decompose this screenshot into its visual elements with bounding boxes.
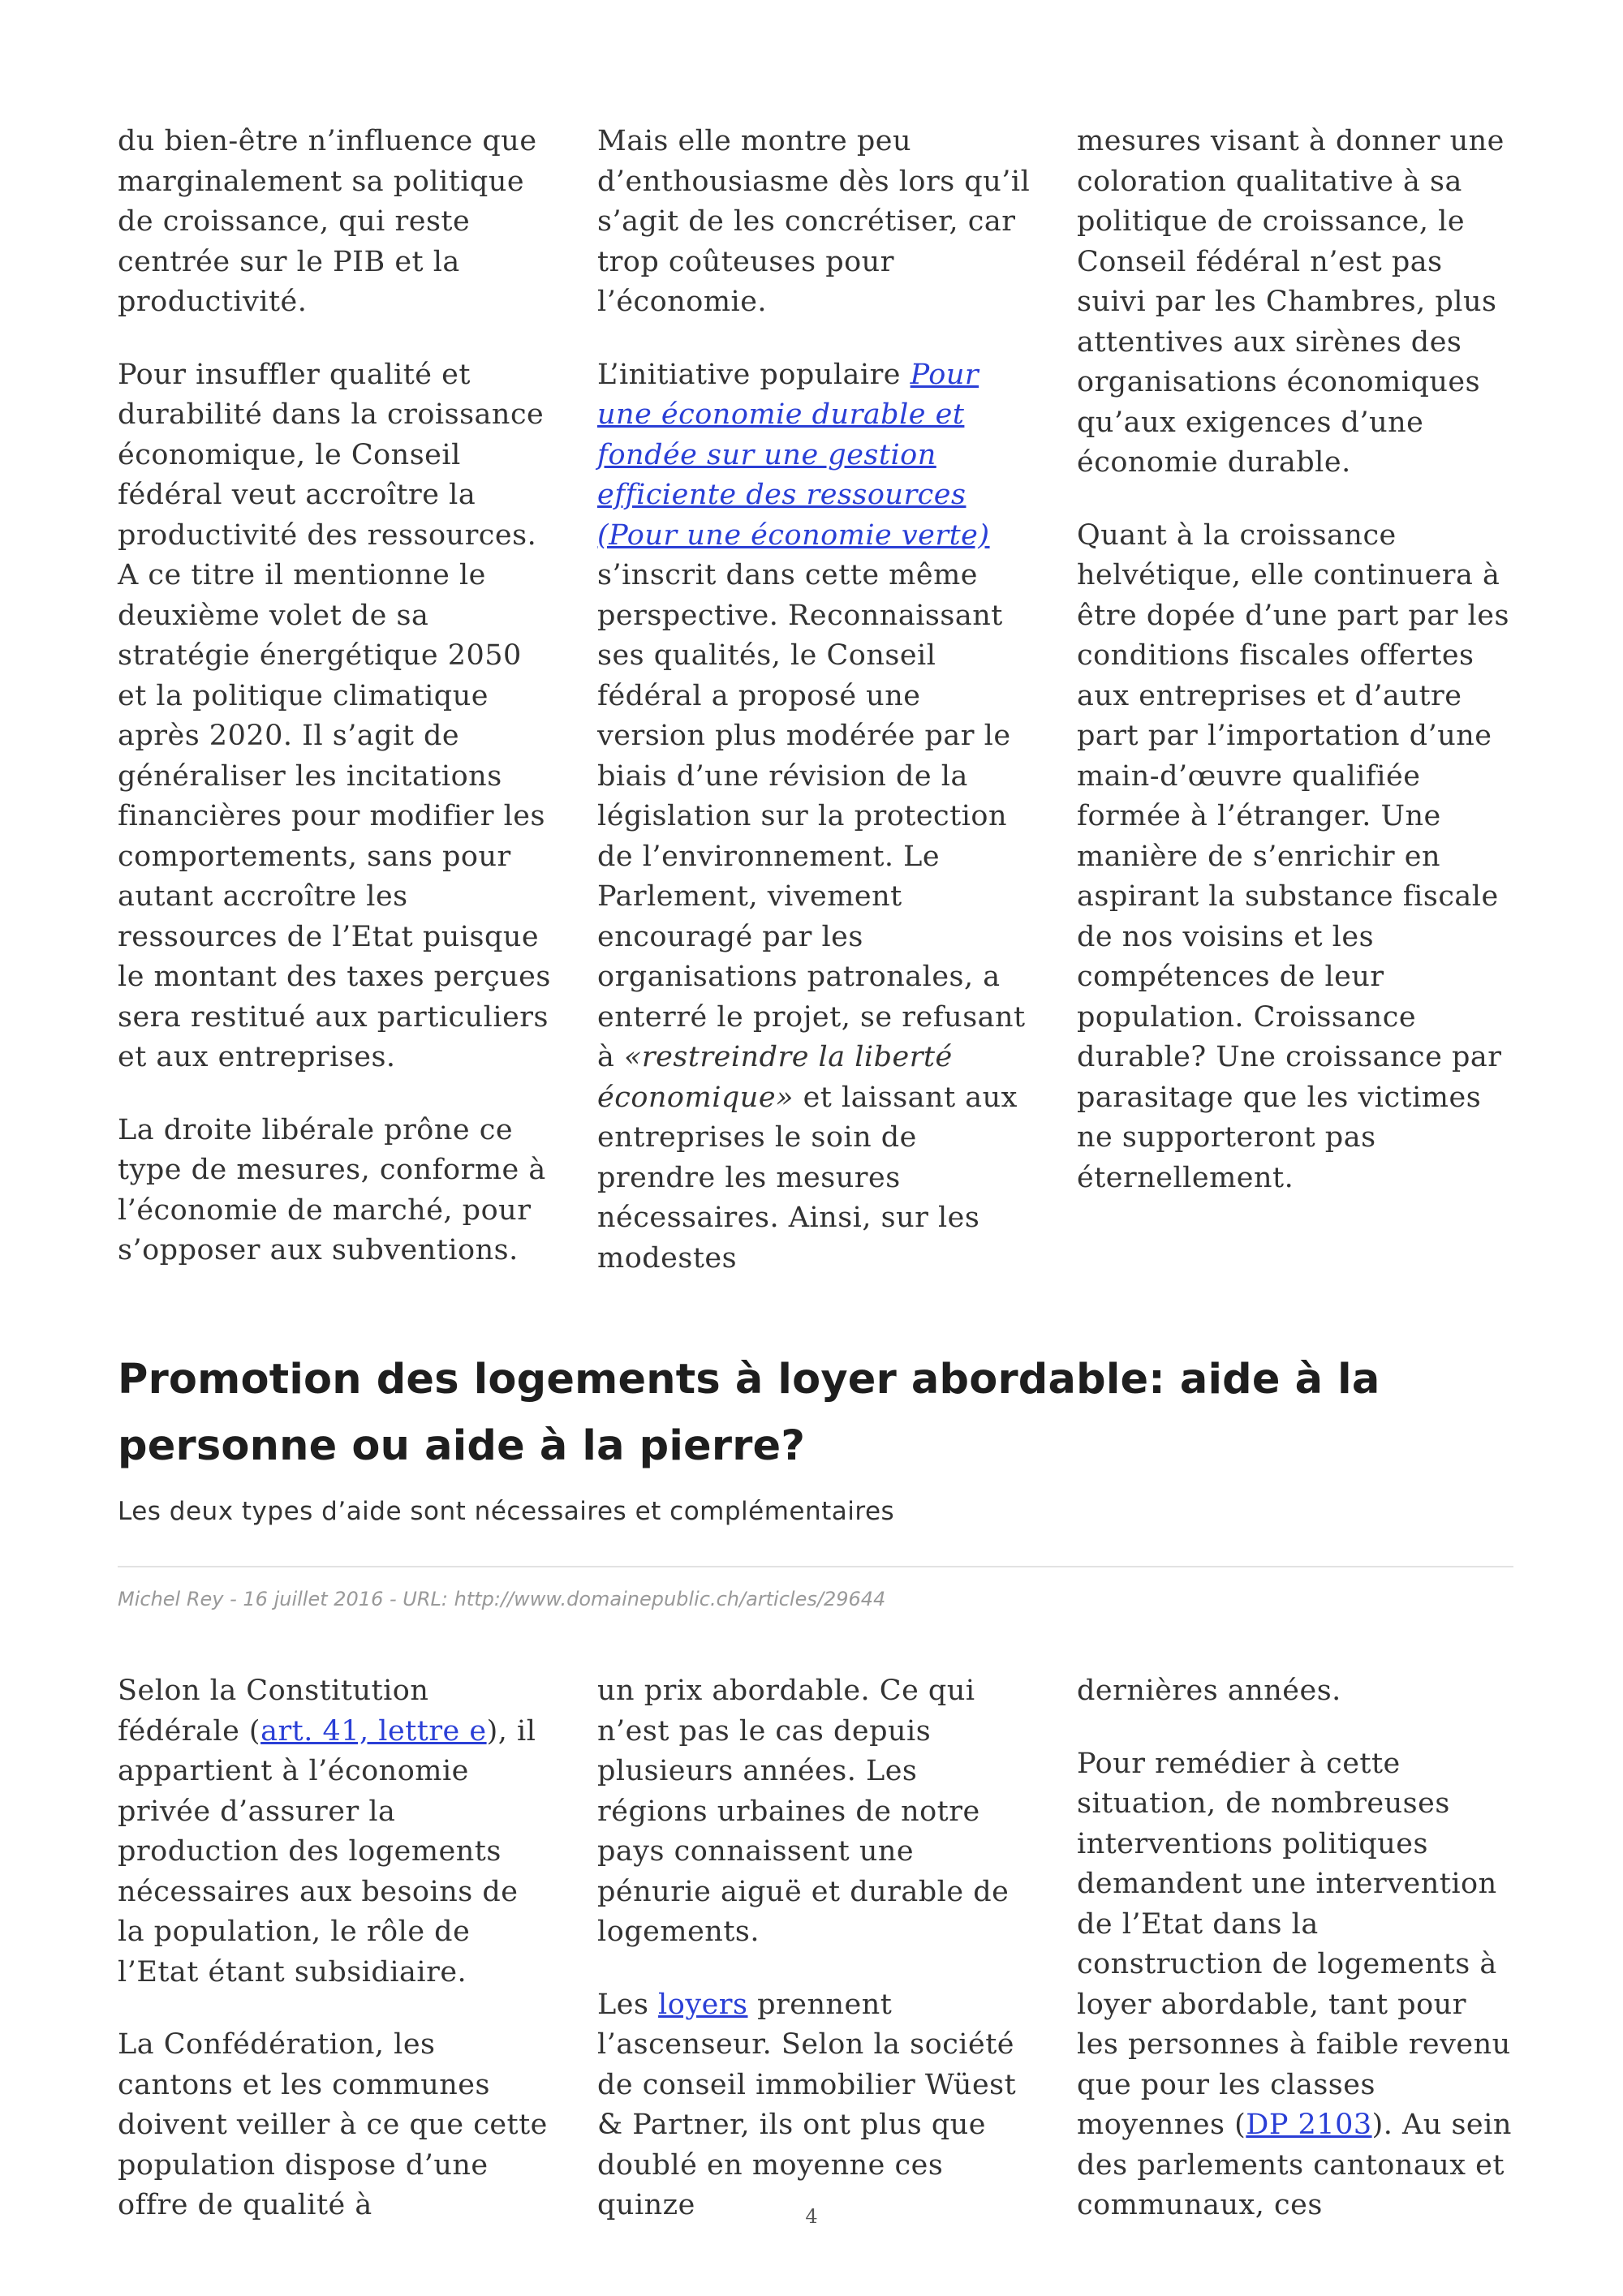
article-subtitle: Les deux types d’aide sont nécessaires et complémentaires <box>118 1497 895 1526</box>
text-run: prennent l’ascenseur. Selon la société de conseil immobilier Wüest & Partner, ils ont plus que doublé en moyenne ces quinze <box>597 1988 1017 2221</box>
paragraph <box>597 355 1034 1279</box>
article-columns <box>118 1671 1513 2226</box>
paragraph: La Confédération, les cantons et les communes doivent veiller à ce que cette population dispose d’une offre de qualité à <box>118 2028 548 2221</box>
paragraph <box>1077 1744 1513 2226</box>
paragraph <box>597 1985 1034 2226</box>
dp-2103-link[interactable]: DP 2103 <box>1246 2109 1372 2141</box>
paragraph: La droite libérale prône ce type de mesures, conforme à l’économie de marché, pour s’opposer aux subventions. <box>118 1113 546 1266</box>
column-3 <box>1077 122 1513 1279</box>
paragraph: du bien-être n’influence que marginalement sa politique de croissance, qui reste centrée sur le PIB et la productivité. <box>118 125 537 318</box>
column-1 <box>118 1671 554 2226</box>
text-run: Les <box>597 1988 659 2021</box>
loyers-link[interactable]: loyers <box>658 1988 748 2021</box>
text-run: ). Au sein des parlements cantonaux et communaux, ces <box>1077 2109 1512 2221</box>
paragraph: mesures visant à donner une coloration qualitative à sa politique de croissance, le Conseil fédéral n’est pas suivi par les Chambres, plus attentives aux sirènes des organisations économiques qu’aux exigences d’une économie durable. <box>1077 125 1505 479</box>
divider <box>118 1566 1513 1567</box>
text-run: Selon la Constitution fédérale ( <box>118 1675 429 1748</box>
page-number: 4 <box>805 2205 818 2228</box>
quote: «restreindre la liberté économique» <box>597 1041 953 1114</box>
text-run: s’inscrit dans cette même perspective. Reconnaissant ses qualités, le Conseil fédéral a proposé une version plus modérée par le biais d’une révision de la législation sur la protection de l’environnement. Le Parlement, vivement encouragé par les organisations patronales, a enterré le projet, se refusant à <box>597 559 1026 1073</box>
text-run: Pour remédier à cette situation, de nombreuses interventions politiques demandent une intervention de l’Etat dans la construction de logements à loyer abordable, tant pour les personnes à faible revenu que pour les classes moyennes ( <box>1077 1747 1511 2141</box>
column-3 <box>1077 1671 1513 2226</box>
text-run: ), il appartient à l’économie privée d’assurer la production des logements nécessaires aux besoins de la population, le rôle de l’Etat étant subsidiaire. <box>118 1714 536 1989</box>
paragraph <box>118 1671 554 1993</box>
paragraph: Quant à la croissance helvétique, elle continuera à être dopée d’une part par les conditions fiscales offertes aux entreprises et d’autre part par l’importation d’une main-d’œuvre qualifiée formée à l’étranger. Une manière de s’enrichir en aspirant la substance fiscale de nos voisins et les compétences de leur population. Croissance durable? Une croissance par parasitage que les victimes ne supporteront pas éternellement. <box>1077 518 1509 1194</box>
text-run: et laissant aux entreprises le soin de prendre les mesures nécessaires. Ainsi, sur les modestes <box>597 1081 1018 1275</box>
article-title: Promotion des logements à loyer abordable: aide à la personne ou aide à la pierre? <box>118 1356 1380 1470</box>
text-run: L’initiative populaire <box>597 358 911 391</box>
paragraph: dernières années. <box>1077 1675 1341 1707</box>
column-1 <box>118 122 554 1279</box>
column-2 <box>597 1671 1034 2226</box>
paragraph: un prix abordable. Ce qui n’est pas le cas depuis plusieurs années. Les régions urbaines de notre pays connaissent une pénurie aiguë et durable de logements. <box>597 1675 1010 1948</box>
paragraph: Mais elle montre peu d’enthousiasme dès lors qu’il s’agit de les concrétiser, car trop coûteuses pour l’économie. <box>597 125 1031 318</box>
article-byline: Michel Rey - 16 juillet 2016 - URL: http://www.domainepublic.ch/articles/29644 <box>118 1588 886 1610</box>
constitution-link[interactable]: art. 41, lettre e <box>260 1714 487 1748</box>
paragraph: Pour insuffler qualité et durabilité dans la croissance économique, le Conseil fédéral veut accroître la productivité des ressources. A ce titre il mentionne le deuxième volet de sa stratégie énergétique 2050 et la politique climatique après 2020. Il s’agit de généraliser les incitations financières pour modifier les comportements, sans pour autant accroître les ressources de l’Etat puisque le montant des taxes perçues sera restitué aux particuliers et aux entreprises. <box>118 358 551 1073</box>
previous-article-columns <box>118 122 1513 1279</box>
column-2 <box>597 122 1034 1279</box>
initiative-link-text: Pour une économie durable et fondée sur une gestion efficiente des ressources (Pour une économie verte) <box>597 358 990 552</box>
